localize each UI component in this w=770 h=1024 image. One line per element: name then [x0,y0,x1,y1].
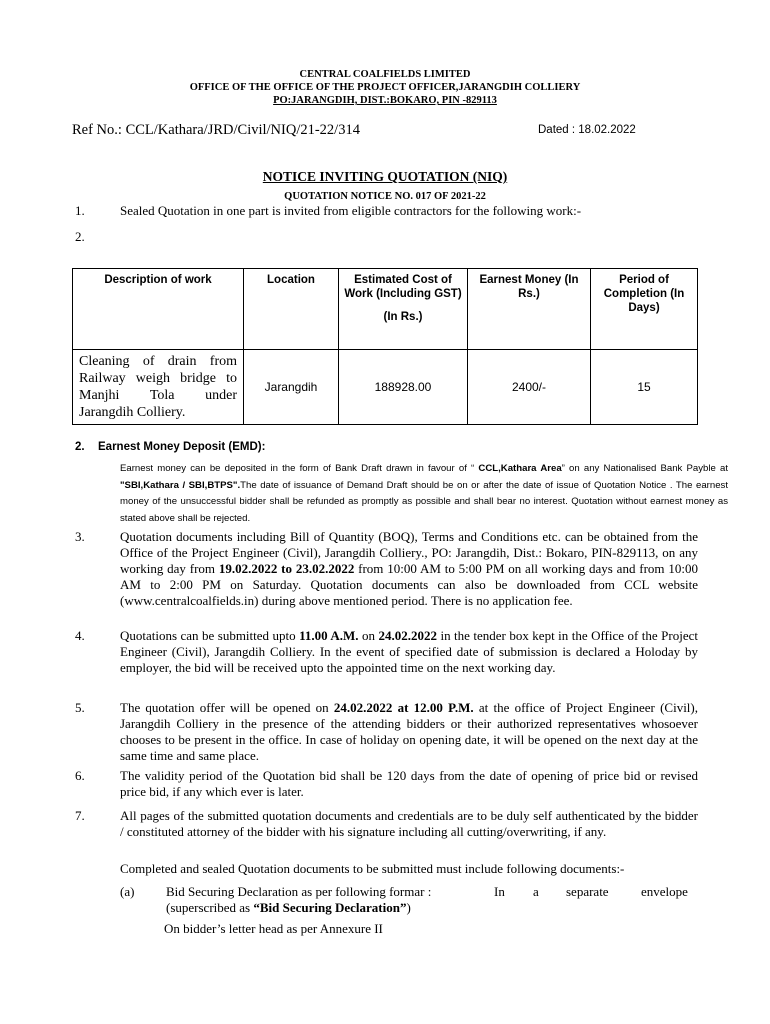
item4-text-3: in the tender box kept in the Office of the Project Engineer (Civil), Jarangdih Colliery. In the event of specified date of submission is declared a Holoday by employer, the bid will be received upto the appointed time on the next working day. [120,628,698,675]
sub-a-letter-head: On bidder’s letter head as per Annexure II [164,921,383,936]
item5-text-1: The quotation offer will be opened on [120,700,334,715]
item3-number: 3. [75,529,85,544]
cell-period: 15 [591,350,698,425]
sub-a-envelope-4: envelope [641,884,688,899]
item3-dates: 19.02.2022 to 23.02.2022 [218,561,355,576]
item3-text [120,529,698,609]
item4-date: 24.02.2022 [378,628,437,643]
table-header-row [73,269,698,350]
item7-completed: Completed and sealed Quotation documents to be submitted must include following documents:- [120,861,625,876]
ref-date: Dated : 18.02.2022 [538,124,636,136]
item4-time: 11.00 A.M. [299,628,359,643]
quotation-notice-no: QUOTATION NOTICE NO. 017 OF 2021-22 [284,191,486,202]
item5-number: 5. [75,700,85,715]
emd-payee: CCL,Kathara Area [478,463,562,474]
emd-paragraph [120,461,728,527]
sub-a-envelope-1: In [494,884,505,899]
th-cost-unit: (In Rs.) [383,311,423,323]
item6-number: 6. [75,768,85,783]
th-period: Period of Completion (In Days) [591,269,698,350]
cell-description: Cleaning of drain from Railway weigh bridge to Manjhi Tola under Jarangdih Colliery. [73,350,244,425]
item1-number: 1. [75,203,85,218]
emd-title: Earnest Money Deposit (EMD): [98,441,266,453]
item5-text [120,700,698,764]
notice-title: NOTICE INVITING QUOTATION (NIQ) [262,169,508,184]
sub-a-envelope-3: separate [566,884,609,899]
cell-cost: 188928.00 [339,350,468,425]
sub-a-super-post: ) [406,900,411,915]
item1-text: Sealed Quotation in one part is invited from eligible contractors for the following work:- [120,203,582,218]
item5-text-2: at the office of Project Engineer (Civil), Jarangdih Colliery in the presence of the attending bidders or their authorized representatives whosoever chooses to be present in the office. In case of holiday on opening date, it will be opened on the next day at the same time and same place. [120,700,699,763]
table-row [73,350,698,425]
item7-text: All pages of the submitted quotation documents and credentials are to be duly self authenticated by the bidder / constituted attorney of the bidder with his signature including all cutting/overwriting, if any. [120,808,698,839]
th-description: Description of work [73,269,244,350]
item2-number: 2. [75,229,85,244]
sub-a-super-pre: (superscribed as [166,900,254,915]
item3-text-1: Quotation documents including Bill of Quantity (BOQ), Terms and Conditions etc. can be obtained from the Office of the Project Engineer (Civil), Jarangdih Colliery., PO: Jarangdih, Dist.: Bokaro, PIN-829113, on any working day from [120,529,698,576]
th-earnest: Earnest Money (In Rs.) [468,269,591,350]
item4-text-1: Quotations can be submitted upto [120,628,300,643]
sub-a-superscribed [166,900,411,916]
office-name: OFFICE OF THE OFFICE OF THE PROJECT OFFICER,JARANGDIH COLLIERY [189,82,581,93]
emd-text-2: ” on any Nationalised Bank Payble at [561,463,729,474]
sub-a-super-bold: “Bid Securing Declaration” [253,900,407,915]
office-address-wrap [0,94,770,107]
cell-location: Jarangdih [244,350,339,425]
office-address: PO:JARANGDIH, DIST.:BOKARO, PIN -829113 [273,95,497,106]
cell-earnest: 2400/- [468,350,591,425]
sub-a-envelope-2: a [533,884,539,899]
works-table [72,268,698,425]
item7-number: 7. [75,808,85,823]
sub-a-label: (a) [120,884,135,899]
ref-line [72,122,360,139]
item3-text-2: from 10:00 AM to 5:00 PM on all working days and from 10:00 AM to 2:00 PM on Saturday. Quotation documents can also be downloaded from CCL website (www.centralcoalfields.in) during above mentioned period. There is no application fee. [120,561,698,608]
item6-text: The validity period of the Quotation bid shall be 120 days from the date of opening of price bid or revised price bid, if any which ever is later. [120,768,698,799]
th-cost-label: Estimated Cost of Work (Including GST) [344,274,462,300]
item4-text [120,628,698,676]
org-name: CENTRAL COALFIELDS LIMITED [299,69,471,80]
emd-text-3: The date of issuance of Demand Draft should be on or after the date of issue of Quotation Notice . The earnest money of the unsuccessful bidder shall be refunded as promptly as possible and shall bear no interest. Quotation without earnest money as stated above shall be rejected. [120,479,728,524]
th-cost [339,269,468,350]
th-location: Location [244,269,339,350]
emd-number: 2. [75,441,85,453]
item5-opening: 24.02.2022 at 12.00 P.M. [333,700,474,715]
emd-text-1: Earnest money can be deposited in the form of Bank Draft drawn in favour of “ [120,463,479,474]
item4-text-2: on [358,628,379,643]
ref-label: Ref No.: [72,122,122,138]
ref-number: CCL/Kathara/JRD/Civil/NIQ/21-22/314 [125,122,360,138]
emd-bank: "SBI,Kathara / SBI,BTPS". [120,479,241,491]
item4-number: 4. [75,628,85,643]
sub-a-text: Bid Securing Declaration as per following formar : [166,884,432,899]
